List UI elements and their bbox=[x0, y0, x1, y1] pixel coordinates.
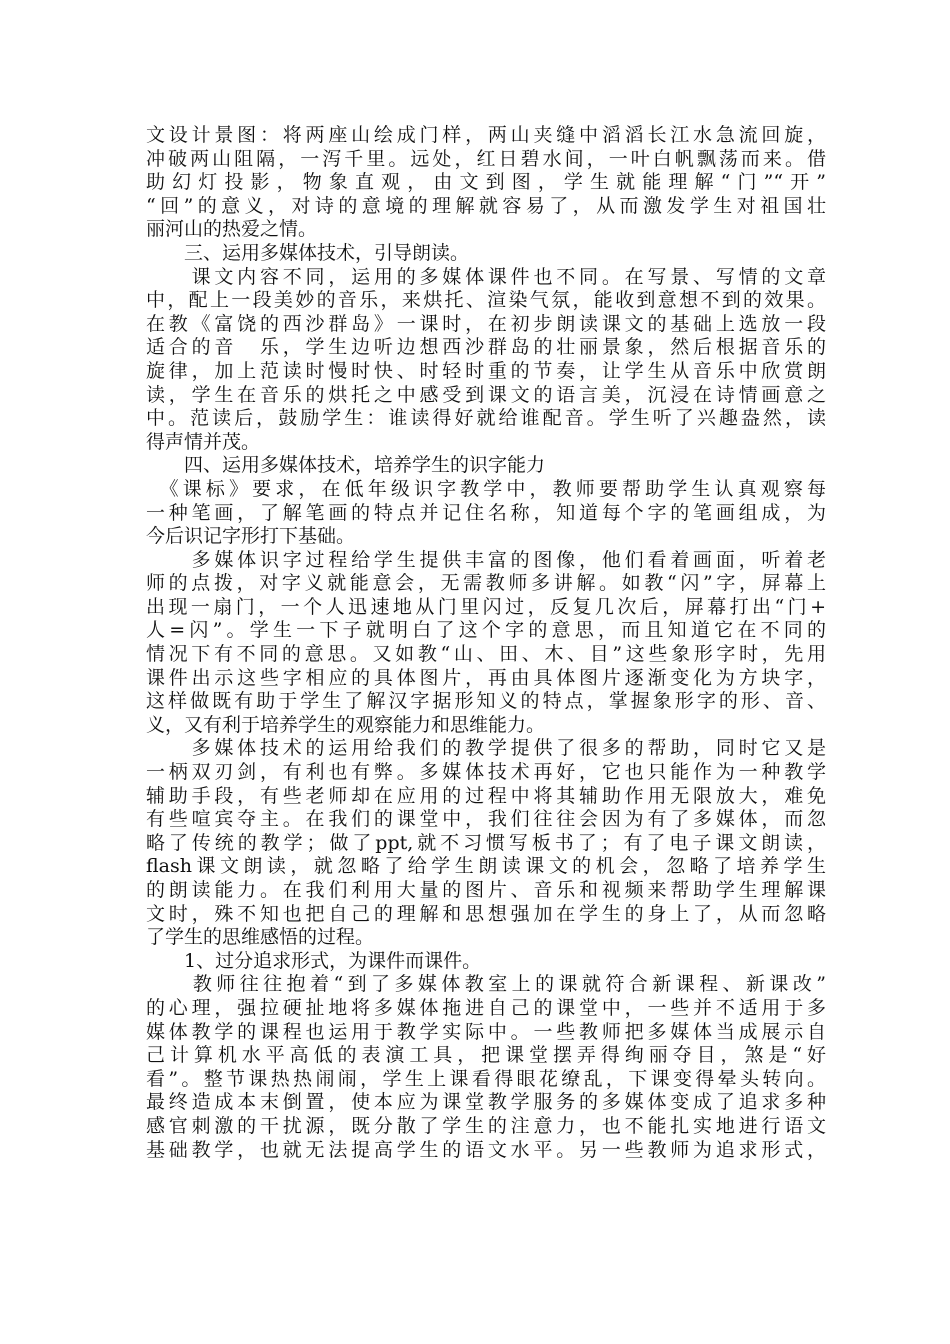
text-line: 《课标》要求，在低年级识字教学中，教师要帮助学生认真观察每 bbox=[146, 477, 826, 500]
text-line: 了学生的思维感悟的过程。 bbox=[146, 926, 375, 949]
text-line: 的心理，强拉硬扯地将多媒体拖进自己的课堂中，一些并不适用于多 bbox=[146, 996, 826, 1019]
text-line: 感官刺激的干扰源，既分散了学生的注意力，也不能扎实地进行语文 bbox=[146, 1114, 826, 1137]
text-line: 有些喧宾夺主。在我们的课堂中，我们往往会因为有了多媒体，而忽 bbox=[146, 808, 826, 831]
text-line: 情况下有不同的意思。又如教“山、田、木、目”这些象形字时，先用 bbox=[146, 643, 826, 666]
text-line: “回”的意义，对诗的意境的理解就容易了，从而激发学生对祖国壮 bbox=[146, 194, 826, 217]
document-body bbox=[146, 124, 826, 1162]
text-line: 旋律，加上范读时慢时快、时轻时重的节奏，让学生从音乐中欣赏朗 bbox=[146, 359, 826, 382]
text-line: 最终造成本末倒置，使本应为课堂教学服务的多媒体变成了追求多种 bbox=[146, 1091, 826, 1114]
text-line: 略了传统的教学；做了ppt,就不习惯写板书了；有了电子课文朗读， bbox=[146, 831, 826, 854]
text-line: 义，又有利于培养学生的观察能力和思维能力。 bbox=[146, 713, 546, 736]
text-line: 多媒体识字过程给学生提供丰富的图像，他们看着画面，听着老 bbox=[146, 548, 826, 571]
text-line: 教师往往抱着“到了多媒体教室上的课就符合新课程、新课改” bbox=[146, 973, 826, 996]
text-line: 基础教学，也就无法提高学生的语文水平。另一些教师为追求形式， bbox=[146, 1138, 826, 1161]
text-line: 1、过分追求形式，为课件而课件。 bbox=[146, 949, 482, 972]
text-line: 课文内容不同，运用的多媒体课件也不同。在写景、写情的文章 bbox=[146, 265, 826, 288]
text-line: 辅助手段，有些老师却在应用的过程中将其辅助作用无限放大，难免 bbox=[146, 784, 826, 807]
text-line: 中。范读后，鼓励学生：谁读得好就给谁配音。学生听了兴趣盎然，读 bbox=[146, 407, 826, 430]
text-line: 三、运用多媒体技术，引导朗读。 bbox=[146, 241, 470, 264]
text-line: 助幻灯投影，物象直观，由文到图，学生就能理解“门”“开” bbox=[146, 171, 826, 194]
text-line: 媒体教学的课程也运用于教学实际中。一些教师把多媒体当成展示自 bbox=[146, 1020, 826, 1043]
text-line: 冲破两山阻隔，一泻千里。远处，红日碧水间，一叶白帆飘荡而来。借 bbox=[146, 147, 826, 170]
text-line: 读，学生在音乐的烘托之中感受到课文的语言美，沉浸在诗情画意之 bbox=[146, 383, 826, 406]
text-line: 一种笔画，了解笔画的特点并记住名称，知道每个字的笔画组成，为 bbox=[146, 501, 826, 524]
text-line: 中，配上一段美妙的音乐，来烘托、渲染气氛，能收到意想不到的效果。 bbox=[146, 289, 826, 312]
text-line: 适合的音 乐，学生边听边想西沙群岛的壮丽景象，然后根据音乐的 bbox=[146, 336, 826, 359]
text-line: 看”。整节课热热闹闹，学生上课看得眼花缭乱，下课变得晕头转向。 bbox=[146, 1067, 826, 1090]
text-line: 得声情并茂。 bbox=[146, 430, 261, 453]
text-line: 今后识记字形打下基础。 bbox=[146, 525, 356, 548]
text-line: 文时，殊不知也把自己的理解和思想强加在学生的身上了，从而忽略 bbox=[146, 902, 826, 925]
text-line: 己计算机水平高低的表演工具，把课堂摆弄得绚丽夺目，煞是“好 bbox=[146, 1044, 826, 1067]
text-line: 人=闪”。学生一下子就明白了这个字的意思，而且知道它在不同的 bbox=[146, 619, 826, 642]
text-line: 的朗读能力。在我们利用大量的图片、音乐和视频来帮助学生理解课 bbox=[146, 879, 826, 901]
text-line: 课件出示这些字相应的具体图片，再由具体图片逐渐变化为方块字， bbox=[146, 666, 826, 689]
text-line: flash课文朗读，就忽略了给学生朗读课文的机会，忽略了培养学生 bbox=[146, 855, 826, 878]
text-line: 师的点拨，对字义就能意会，无需教师多讲解。如教“闪”字，屏幕上 bbox=[146, 572, 826, 595]
text-line: 在教《富饶的西沙群岛》一课时，在初步朗读课文的基础上选放一段 bbox=[146, 312, 826, 335]
text-line: 丽河山的热爱之情。 bbox=[146, 218, 318, 241]
text-line: 出现一扇门，一个人迅速地从门里闪过，反复几次后，屏幕打出“门+ bbox=[146, 595, 826, 618]
text-line: 一柄双刃剑，有利也有弊。多媒体技术再好，它也只能作为一种教学 bbox=[146, 761, 826, 784]
text-line: 文设计景图：将两座山绘成门样，两山夹缝中滔滔长江水急流回旋， bbox=[146, 124, 826, 146]
text-line: 四、运用多媒体技术，培养学生的识字能力 bbox=[146, 454, 546, 477]
text-line: 多媒体技术的运用给我们的教学提供了很多的帮助，同时它又是 bbox=[146, 737, 826, 760]
text-line: 这样做既有助于学生了解汉字据形知义的特点，掌握象形字的形、音、 bbox=[146, 690, 826, 713]
